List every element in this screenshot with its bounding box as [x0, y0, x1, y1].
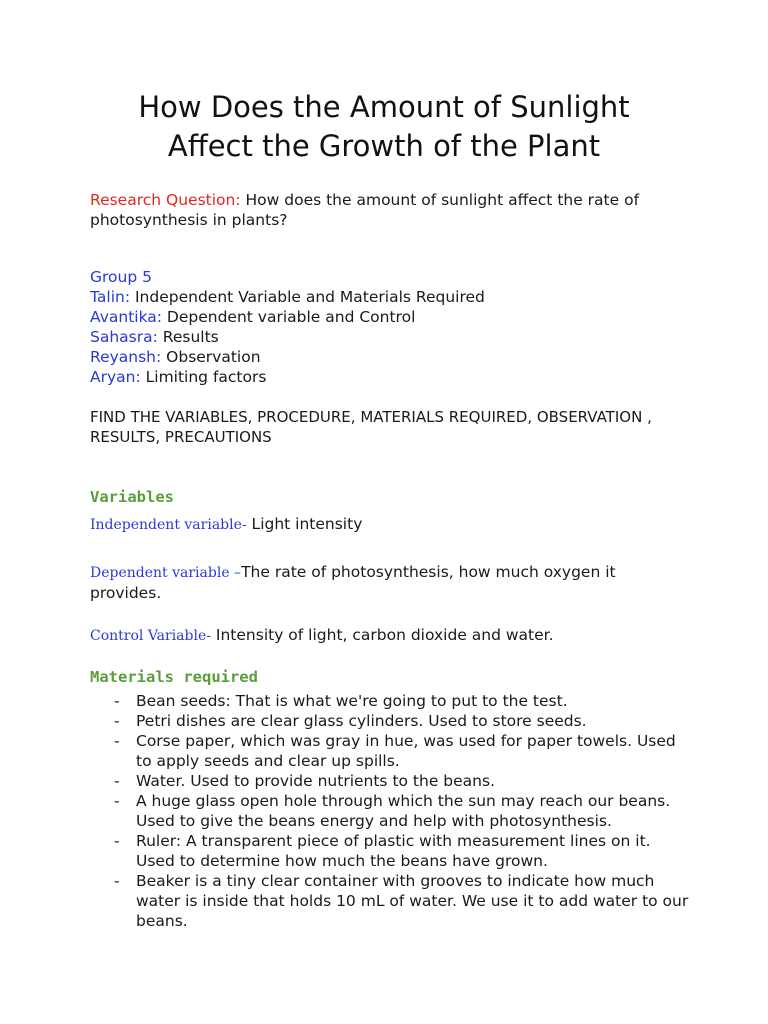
list-bullet: -: [114, 692, 120, 710]
dependent-variable-text: The rate of photosynthesis, how much oxygen it: [241, 563, 616, 581]
material-item-line: Used to determine how much the beans have grown.: [136, 852, 548, 870]
list-bullet: -: [114, 872, 120, 890]
material-item-line: beans.: [136, 912, 188, 930]
title-line-1: How Does the Amount of Sunlight: [138, 90, 630, 124]
control-variable-text: Intensity of light, carbon dioxide and water.: [210, 626, 554, 644]
group-name: Group 5: [90, 268, 152, 286]
task-instruction: [90, 407, 690, 447]
list-bullet: -: [114, 712, 120, 730]
member-name: Talin:: [90, 288, 131, 306]
list-bullet: -: [114, 772, 120, 790]
list-bullet: -: [114, 732, 120, 750]
material-item: [90, 871, 690, 931]
material-item-line: Bean seeds: That is what we're going to put to the test.: [136, 692, 568, 710]
member-role: Independent Variable and Materials Required: [130, 288, 485, 306]
member-role: Results: [157, 328, 219, 346]
material-item: [90, 831, 690, 871]
group-section: [90, 267, 690, 387]
dependent-variable-text-2: provides.: [90, 584, 162, 602]
member-name: Avantika:: [90, 308, 162, 326]
material-item: [90, 791, 690, 831]
independent-variable: [90, 514, 690, 535]
material-item-line: Used to give the beans energy and help with photosynthesis.: [136, 812, 612, 830]
control-variable: [90, 625, 690, 646]
group-member: [90, 347, 690, 367]
research-question: [90, 190, 690, 230]
material-item-line: Petri dishes are clear glass cylinders. Used to store seeds.: [136, 712, 587, 730]
member-role: Limiting factors: [140, 368, 267, 386]
task-line-1: FIND THE VARIABLES, PROCEDURE, MATERIALS REQUIRED, OBSERVATION ,: [90, 408, 652, 426]
independent-variable-text: Light intensity: [246, 515, 363, 533]
material-item-line: Ruler: A transparent piece of plastic with measurement lines on it.: [136, 832, 651, 850]
title-line-2: Affect the Growth of the Plant: [167, 129, 601, 163]
material-item-line: Water. Used to provide nutrients to the beans.: [136, 772, 495, 790]
group-member: [90, 367, 690, 387]
dependent-variable-label: Dependent variable –: [90, 565, 242, 581]
research-question-label: Research Question:: [90, 191, 241, 209]
material-item-line: water is inside that holds 10 mL of water. We use it to add water to our: [136, 892, 689, 910]
material-item: [90, 691, 690, 711]
member-name: Aryan:: [90, 368, 141, 386]
research-question-text-2: photosynthesis in plants?: [90, 211, 288, 229]
material-item-line: Beaker is a tiny clear container with grooves to indicate how much: [136, 872, 655, 890]
member-role: Observation: [161, 348, 261, 366]
research-question-text: How does the amount of sunlight affect the rate of: [240, 191, 640, 209]
dependent-variable: [90, 562, 690, 603]
member-name: Sahasra:: [90, 328, 158, 346]
member-name: Reyansh:: [90, 348, 162, 366]
member-role: Dependent variable and Control: [162, 308, 416, 326]
material-item: [90, 731, 690, 771]
materials-list: [90, 691, 690, 931]
document-title: [60, 88, 708, 166]
material-item: [90, 771, 690, 791]
material-item-line: to apply seeds and clear up spills.: [136, 752, 400, 770]
variables-heading: Variables: [90, 488, 174, 506]
material-item-line: A huge glass open hole through which the sun may reach our beans.: [136, 792, 671, 810]
list-bullet: -: [114, 792, 120, 810]
material-item-line: Corse paper, which was gray in hue, was used for paper towels. Used: [136, 732, 676, 750]
control-variable-label: Control Variable-: [90, 628, 211, 644]
list-bullet: -: [114, 832, 120, 850]
group-member: [90, 307, 690, 327]
materials-heading: Materials required: [90, 668, 258, 686]
independent-variable-label: Independent variable-: [90, 517, 247, 533]
group-member: [90, 287, 690, 307]
task-line-2: RESULTS, PRECAUTIONS: [90, 428, 272, 446]
group-member: [90, 327, 690, 347]
material-item: [90, 711, 690, 731]
